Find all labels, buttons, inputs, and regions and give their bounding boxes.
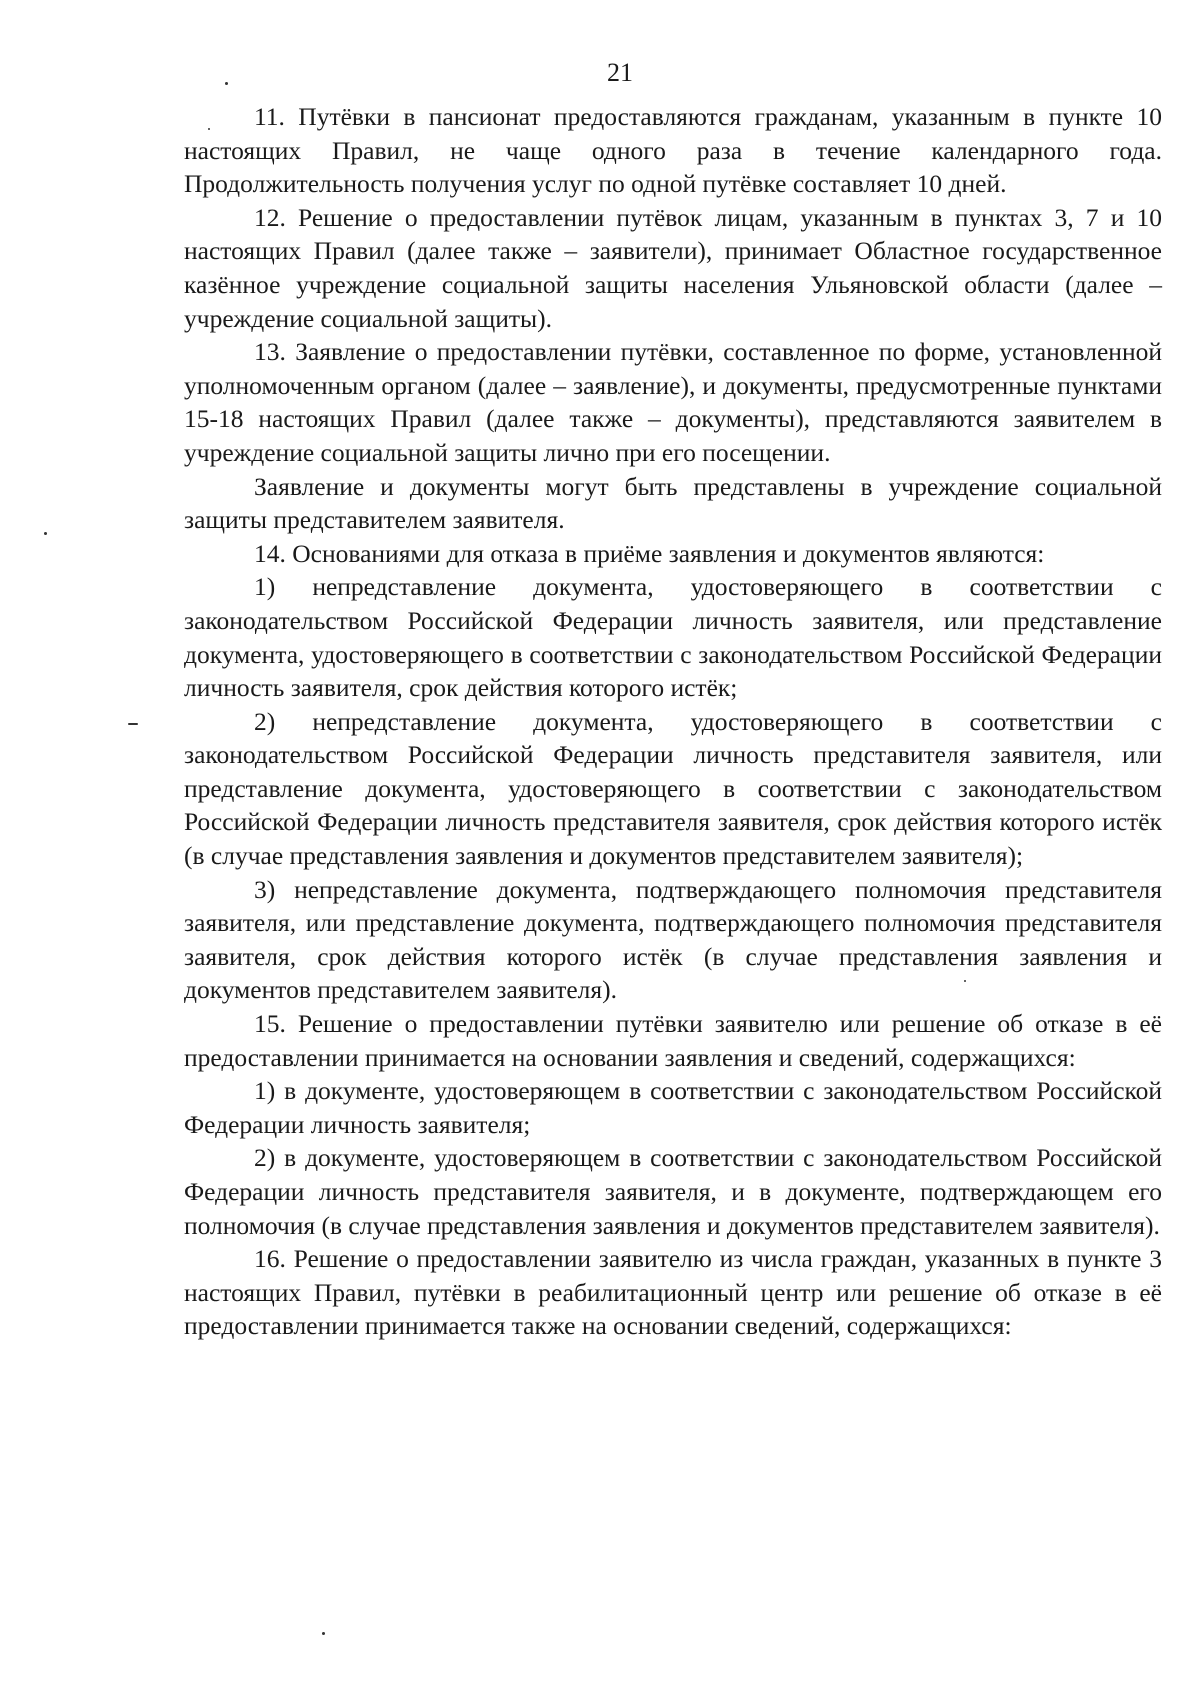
page-number: 21 [607, 58, 633, 87]
paragraph-14: 14. Основаниями для отказа в приёме заявления и документов являются: [254, 538, 1045, 568]
paragraph-12: 12. Решение о предоставлении путёвок лицам, указанным в пунктах 3, 7 и 10 настоящих Правил (далее также – заявители), принимает Областное государственное казённое учреждение социальной защиты населения Ульяновской области (далее – учреждение социальной защиты). [184, 202, 1162, 333]
scan-speck [208, 128, 210, 130]
paragraph-14-item-3: 3) непредставление документа, подтверждающего полномочия представителя заявителя, или представление документа, подтверждающего полномочия представителя заявителя, срок действия которого истёк (в случае представления заявления и документов представителем заявителя). [184, 874, 1162, 1005]
paragraph-13: 13. Заявление о предоставлении путёвки, составленное по форме, установленной уполномоченным органом (далее – заявление), и документы, предусмотренные пунктами 15-18 настоящих Правил (далее также – документы), представляются заявителем в учреждение социальной защиты лично при его посещении. [184, 337, 1162, 467]
paragraph-11: 11. Путёвки в пансионат предоставляются гражданам, указанным в пункте 10 настоящих Правил, не чаще одного раза в течение календарного года. Продолжительность получения услуг по одной путёвке составляет 10 дней. [184, 102, 1162, 199]
scan-speck [128, 723, 138, 725]
scan-speck [44, 532, 47, 535]
paragraph-13-continuation: Заявление и документы могут быть представлены в учреждение социальной защиты представителем заявителя. [184, 471, 1162, 535]
paragraph-15-item-1: 1) в документе, удостоверяющем в соответствии с законодательством Российской Федерации личность заявителя; [184, 1076, 1162, 1139]
document-body [184, 100, 1162, 1343]
paragraph-15-item-2: 2) в документе, удостоверяющем в соответствии с законодательством Российской Федерации личность представителя заявителя, и в документе, подтверждающем его полномочия (в случае представления заявления и документов представителем заявителя). [184, 1143, 1162, 1240]
scan-speck [964, 980, 966, 982]
paragraph-15: 15. Решение о предоставлении путёвки заявителю или решение об отказе в её предоставлении принимается на основании заявления и сведений, содержащихся: [184, 1009, 1162, 1072]
scan-speck [225, 82, 228, 85]
paragraph-14-item-1: 1) непредставление документа, удостоверяющего в соответствии с законодательством Российской Федерации личность заявителя, или представление документа, удостоверяющего в соответствии с законодательством Российской Федерации личность заявителя, срок действия которого истёк; [184, 572, 1162, 703]
paragraph-14-item-2: 2) непредставление документа, удостоверяющего в соответствии с законодательством Российской Федерации личность представителя заявителя, или представление документа, удостоверяющего в соответствии с законодательством Российской Федерации личность представителя заявителя, срок действия которого истёк (в случае представления заявления и документов представителем заявителя); [184, 706, 1162, 871]
scan-speck [322, 1632, 325, 1635]
paragraph-16: 16. Решение о предоставлении заявителю из числа граждан, указанных в пункте 3 настоящих Правил, путёвки в реабилитационный центр или решение об отказе в её предоставлении принимается также на основании сведений, содержащихся: [184, 1244, 1162, 1341]
